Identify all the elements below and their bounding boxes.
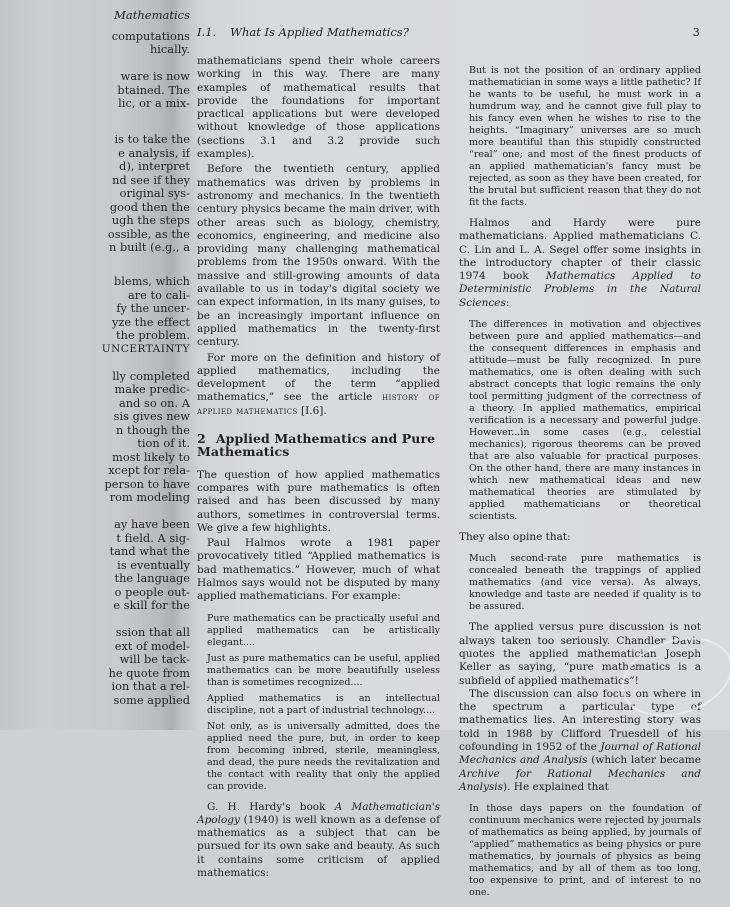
left-text-line: yze the effect <box>111 316 190 329</box>
left-text-line: t field. A sig- <box>116 532 190 545</box>
left-text-line: tand what the <box>109 545 190 558</box>
left-text-line: ware is now <box>120 70 190 83</box>
left-text-line: hically. <box>149 43 190 56</box>
paragraph: Halmos and Hardy were pure mathematicians. Applied mathematicians C. C. Lin and L. A. Segel offer some insights in the introductory chapter of their classic 1974 book Mathematics Applied to Deterministic Problems in the Natural Sciences: <box>459 217 701 309</box>
left-text-line: d), interpret <box>119 160 190 173</box>
left-text-line: ext of model- <box>114 640 190 653</box>
left-text-line: lic, or a mix- <box>118 97 190 110</box>
left-text-line: ssion that all <box>115 626 190 639</box>
page-number: 3 <box>692 25 700 39</box>
left-text-line: is eventually <box>117 559 190 572</box>
left-text-line: ay have been <box>114 518 190 531</box>
paragraph: G. H. Hardy's book A Mathematician's Apology (1940) is well known as a defense of mathematics as a subject that can be pursued for its own sake and beauty. As such it contains some criticism of applied mathematics: <box>197 800 440 880</box>
block-quote-halmos <box>207 613 440 793</box>
block-quote-opine: Much second-rate pure mathematics is concealed beneath the trappings of applied mathematics (and vice versa). As always, knowledge and taste are needed if quality is to be assured. <box>469 553 701 613</box>
block-quote-truesdell: In those days papers on the foundation of continuum mechanics were rejected by journals of mathematics as being applied, by journals of “applied” mathematics as being physics or pure mathematics, by journals of physics as being mathematics, and by all of them as too long, too expensive to print, and of interest to no one. <box>469 803 701 899</box>
left-text-line: xcept for rela- <box>108 464 190 477</box>
quote-line: Pure mathematics can be practically useful and applied mathematics can be artistically elegant.... <box>207 612 440 648</box>
left-text-line: ugh the steps <box>111 214 190 227</box>
left-text-line: ossible, as the <box>107 228 190 241</box>
left-text-line: tion of it. <box>137 437 190 450</box>
left-text-line: UNCERTAINTY <box>101 343 190 355</box>
left-text-line: ion that a rel- <box>111 680 190 693</box>
middle-column <box>197 55 440 880</box>
left-text-line: person to have <box>104 478 190 491</box>
cross-reference-link: history of applied mathematics <box>197 391 441 417</box>
running-head <box>197 25 409 39</box>
quote-line: Not only, as is universally admitted, does the applied need the pure, but, in order to keep from becoming inbred, sterile, meaningless, and dead, the pure needs the revitalization and the contact with reality that only the applied can provide. <box>207 720 440 792</box>
paragraph: Before the twentieth century, applied mathematics was driven by problems in astronomy and mechanics. In the twentieth century physics became the main driver, with other areas such as biology, chemistry, economics, engineering, and medicine also providing many challenging mathematical problems from the 1950s onward. With the massive and still-growing amounts of data available to us in today's digital society we can expect information, in its many guises, to be an increasingly important influence on applied mathematics in the twenty-first century. <box>197 163 440 349</box>
left-text-line: btained. The <box>117 84 190 97</box>
left-text-line: are to cali- <box>127 289 190 302</box>
section-heading: 2 Applied Mathematics and Pure Mathematics <box>197 431 436 460</box>
left-text-line: rom modeling <box>109 491 190 504</box>
left-text-line: and so on. A <box>118 397 190 410</box>
paragraph: They also opine that: <box>459 531 571 544</box>
left-text-line: lly completed <box>112 370 190 383</box>
left-text-line: original sys- <box>119 187 190 200</box>
left-text-line: n built (e.g., a <box>109 241 190 254</box>
left-text-line: make predic- <box>114 383 190 396</box>
left-text-line: computations <box>111 30 190 43</box>
left-text-line: nd see if they <box>112 174 190 187</box>
chapter-title: What Is Applied Mathematics? <box>230 25 409 39</box>
left-text-line: e analysis, if <box>118 147 190 160</box>
right-page <box>190 0 730 899</box>
left-text-line: n though the <box>116 424 190 437</box>
paragraph: Paul Halmos wrote a 1981 paper provocatively titled “Applied mathematics is bad mathematics.” However, much of what Halmos says would not be disputed by many applied mathematicians. For example: <box>197 537 440 603</box>
block-quote-hardy: But is not the position of an ordinary applied mathematician in some ways a little pathetic? If he wants to be useful, he must work in a humdrum way, and he cannot give full play to his fancy even when he wishes to rise to the heights. “Imaginary” universes are so much more beautiful than this stupidly constructed “real” one; and most of the finest products of an applied mathematician's fancy must be rejected, as soon as they have been created, for the brutal but sufficient reason that they do not fit the facts. <box>469 65 701 208</box>
left-running-head: Mathematics <box>114 8 190 22</box>
left-text-line: will be tack- <box>119 653 190 666</box>
block-quote-lin-segel: The differences in motivation and objectives between pure and applied mathematics—and the consequent differences in emphasis and attitude—must be fully recognized. In pure mathematics, one is often dealing with such abstract concepts that logic remains the only tool permitting judgment of the correctness of a theory. In applied mathematics, empirical verification is a necessary and powerful judge. However...in some cases (e.g., celestial mechanics), rigorous theorems can be proved that are also valuable for practical purposes. On the other hand, there are many instances in which new mathematical ideas and new mathematical theories are stimulated by applied mathematicians or theoretical scientists. <box>469 319 701 523</box>
left-text-line: he quote from <box>108 667 190 680</box>
left-text-line: sis gives new <box>113 410 190 423</box>
left-text-line: is to take the <box>114 133 190 146</box>
quote-line: Just as pure mathematics can be useful, applied mathematics can be more beautifully useless than is sometimes recognized.... <box>207 652 440 688</box>
right-column <box>459 55 701 907</box>
paragraph: The applied versus pure discussion is not always taken too seriously. Chandler Davis quotes the applied mathematician Joseph Keller as saying, “pure mathematics is a subfield of applied mathematics”! <box>459 621 701 687</box>
paragraph: The question of how applied mathematics compares with pure mathematics is often raised and has been discussed by many authors, sometimes in controversial terms. We give a few highlights. <box>197 468 440 534</box>
left-text-line: the language <box>114 572 190 585</box>
left-text-line: fy the uncer- <box>116 302 190 315</box>
left-text-line: o people out- <box>114 586 190 599</box>
left-text-line: e skill for the <box>113 599 190 612</box>
paragraph: mathematicians spend their whole careers working in this way. There are many examples of mathematical results that provide the foundations for important practical applications but were developed without knowledge of those applications (sections 3.1 and 3.2 provide such examples). <box>197 55 440 161</box>
left-text-line: most likely to <box>112 451 190 464</box>
section-number: I.1. <box>197 25 217 39</box>
left-text-line: blems, which <box>114 275 190 288</box>
left-text-line: good then the <box>109 201 190 214</box>
paragraph: The discussion can also focus on where in the spectrum a particular type of mathematics lies. An interesting story was told in 1988 by Clifford Truesdell of his cofounding in 1952 of the Journal of Rational Mechanics and Analysis (which later became Archive for Rational Mechanics and Analysis). He explained that <box>459 687 701 793</box>
left-page <box>0 0 190 730</box>
quote-line: Applied mathematics is an intellectual discipline, not a part of industrial technology.... <box>207 692 440 716</box>
left-text-line: the problem. <box>116 329 190 342</box>
paragraph: For more on the definition and history of applied mathematics, including the development of the term “applied mathematics,” see the article history of applied mathematics [I.6]. <box>197 351 441 417</box>
left-text-line: some applied <box>113 694 190 707</box>
